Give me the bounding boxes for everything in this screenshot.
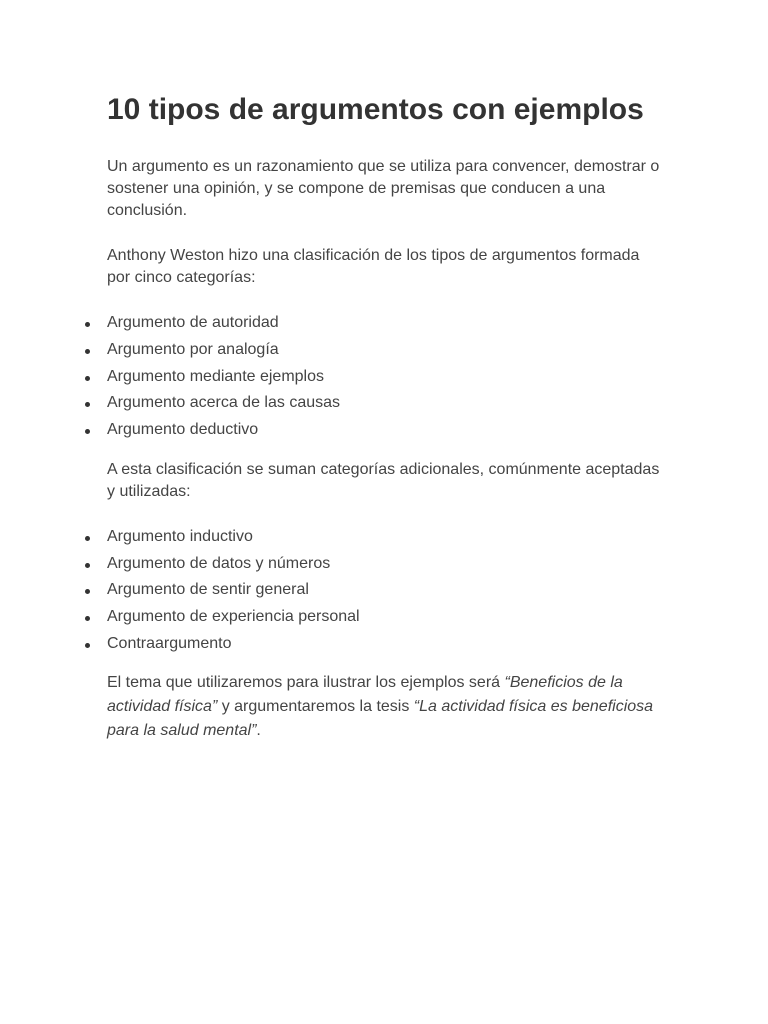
theme-quote: “Beneficios de la <box>504 674 623 691</box>
thesis-text: y argumentaremos la tesis <box>217 698 414 715</box>
weston-paragraph <box>107 245 707 289</box>
list-item-label: Argumento de sentir general <box>107 581 309 599</box>
list-item <box>107 551 707 578</box>
theme-paragraph-line <box>107 719 707 743</box>
list-item-label: Contraargumento <box>107 634 232 652</box>
document-content <box>107 92 707 743</box>
bullet-marker <box>85 376 90 381</box>
theme-paragraph <box>107 671 707 743</box>
bullet-marker <box>85 402 90 407</box>
list-item-label: Argumento acerca de las causas <box>107 394 341 412</box>
list-item <box>107 631 707 658</box>
closing-period: . <box>256 722 261 739</box>
intro-paragraph-line: sostener una opinión, y se compone de premisas que conducen a una <box>107 180 606 197</box>
list-item <box>107 337 707 364</box>
thesis-quote: “La actividad física es beneficiosa <box>413 698 654 715</box>
list-item-label: Argumento de experiencia personal <box>107 608 360 625</box>
bullet-marker <box>85 616 90 621</box>
additional-categories-list <box>107 524 707 658</box>
page-title: 10 tipos de argumentos con ejemplos <box>107 93 644 126</box>
list-item <box>107 604 707 631</box>
bullet-marker <box>85 589 90 594</box>
list-item <box>107 417 707 444</box>
bullet-marker <box>85 536 90 541</box>
list-item <box>107 524 707 551</box>
list-item <box>107 390 707 417</box>
weston-paragraph-line: por cinco categorías: <box>107 269 256 286</box>
list-item-label: Argumento de autoridad <box>107 314 279 331</box>
list-item <box>107 310 707 337</box>
theme-paragraph-line <box>107 671 707 695</box>
bullet-marker <box>85 429 90 434</box>
list-item-label: Argumento inductivo <box>107 527 253 545</box>
bullet-marker <box>85 563 90 568</box>
intro-paragraph <box>107 156 707 222</box>
additional-paragraph-line: A esta clasificación se suman categorías adicionales, comúnmente aceptadas <box>107 460 660 478</box>
bullet-marker <box>85 349 90 354</box>
bullet-marker <box>85 643 90 648</box>
theme-paragraph-line <box>107 695 707 719</box>
thesis-quote: para la salud mental” <box>107 722 257 739</box>
weston-paragraph-line: Anthony Weston hizo una clasificación de los tipos de argumentos formada <box>107 247 640 264</box>
theme-text: El tema que utilizaremos para ilustrar los ejemplos será <box>107 674 505 691</box>
additional-paragraph <box>107 459 707 503</box>
additional-paragraph-line: y utilizadas: <box>107 482 191 500</box>
bullet-marker <box>85 322 90 327</box>
list-item <box>107 577 707 604</box>
list-item-label: Argumento de datos y números <box>107 554 331 572</box>
intro-paragraph-line: Un argumento es un razonamiento que se utiliza para convencer, demostrar o <box>107 158 660 175</box>
list-item-label: Argumento mediante ejemplos <box>107 367 325 385</box>
intro-paragraph-line: conclusión. <box>107 202 188 219</box>
weston-categories-list <box>107 310 707 444</box>
list-item-label: Argumento deductivo <box>107 421 259 438</box>
theme-quote: actividad física” <box>107 698 218 715</box>
list-item-label: Argumento por analogía <box>107 340 279 358</box>
list-item <box>107 364 707 391</box>
